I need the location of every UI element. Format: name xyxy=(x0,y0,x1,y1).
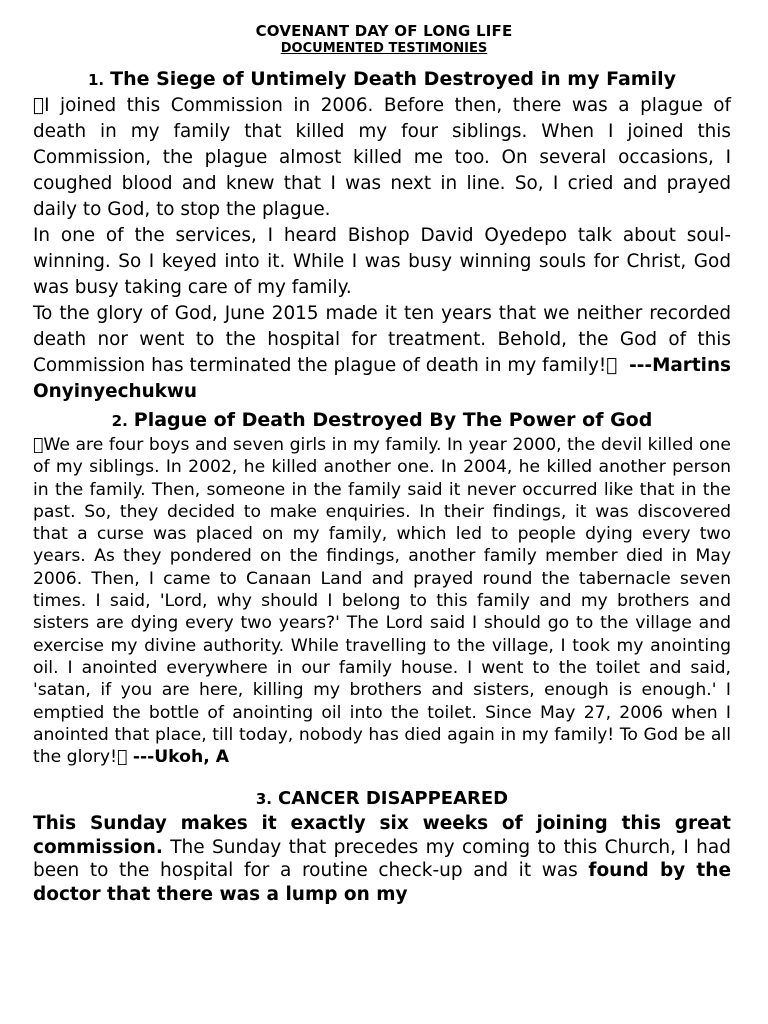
testimony-1-number: 1. xyxy=(87,71,105,89)
testimony-3-text: The Sunday that precedes my coming to this Church, I had been to the hospital for a routine check-up and it was xyxy=(33,836,731,882)
testimony-1-paragraph-2: In one of the services, I heard Bishop David Oyedepo talk about soul-winning. So I keyed into it. While I was busy winning souls for Christ, God was busy taking care of my family. xyxy=(33,225,731,298)
testimony-1-heading xyxy=(33,66,731,93)
testimony-3-heading-text: CANCER DISAPPEARED xyxy=(278,788,509,810)
close-quote-marker xyxy=(117,747,128,768)
testimony-2-number: 2. xyxy=(111,412,128,430)
testimony-2-signature: ---Ukoh, A xyxy=(127,747,224,768)
section-spacer xyxy=(33,768,731,786)
testimony-1-body xyxy=(33,93,731,405)
testimony-1 xyxy=(33,66,731,906)
testimony-1-paragraph-3: To the glory of God, June 2015 made it ten years that we neither recorded death nor went to the hospital for treatment. Behold, the God of this Commission has terminated the plague of death in my family! ---Martins Onyinyechukwu xyxy=(33,303,731,402)
testimony-2-heading-text: Plague of Death Destroyed By The Power of God xyxy=(133,409,653,431)
document-title: COVENANT DAY OF LONG LIFE xyxy=(255,22,513,40)
document-subtitle: DOCUMENTED TESTIMONIES xyxy=(280,41,488,56)
testimony-3-paragraph xyxy=(33,812,731,906)
testimony-3-trail: found by the doctor that there was a lump on my xyxy=(33,860,731,905)
testimony-1-signature: ---Martins Onyinyechukwu xyxy=(33,355,731,402)
open-quote-marker xyxy=(33,435,43,455)
testimony-3-number: 3. xyxy=(255,790,273,809)
close-quote-marker xyxy=(606,355,618,376)
testimony-3-heading xyxy=(33,786,731,812)
testimony-2-paragraph: We are four boys and seven girls in my family. In year 2000, the devil killed one of my siblings. In 2002, he killed another one. In 2004, he killed another person in the family. Then, someone in the family said it never occurred like that in the past. So, they decided to make enquiries. In their findings, it was discovered that a curse was placed on my family, which led to people dying every two years. As they pondered on the findings, another family member died in May 2006. Then, I came to Canaan Land and prayed round the tabernacle seven times. I said, 'Lord, why should I belong to this family and my brothers and sisters are dying every two years?' The Lord said I should go to the village and exercise my divine authority. While travelling to the village, I took my anointing oil. I anointed everywhere in our family house. I went to the toilet and said, 'satan, if you are here, killing my brothers and sisters, enough is enough.' I emptied the bottle of anointing oil into the toilet. Since May 27, 2006 when I anointed that place, till today, nobody has died again in my family! To God be all the glory! ---Ukoh, A xyxy=(33,435,731,768)
testimony-2-heading xyxy=(33,407,731,434)
testimony-1-paragraph-1: I joined this Commission in 2006. Before then, there was a plague of death in my family that killed my four siblings. When I joined this Commission, the plague almost killed me too. On several occasions, I coughed blood and knew that I was next in line. So, I cried and prayed daily to God, to stop the plague. xyxy=(33,95,731,220)
testimony-1-heading-text: The Siege of Untimely Death Destroyed in my Family xyxy=(110,68,676,90)
testimony-3-body xyxy=(33,812,731,906)
testimony-2-body xyxy=(33,434,731,768)
open-quote-marker xyxy=(33,95,44,116)
testimony-3-lead: This Sunday makes it exactly six weeks of joining this great commission. xyxy=(33,813,731,858)
